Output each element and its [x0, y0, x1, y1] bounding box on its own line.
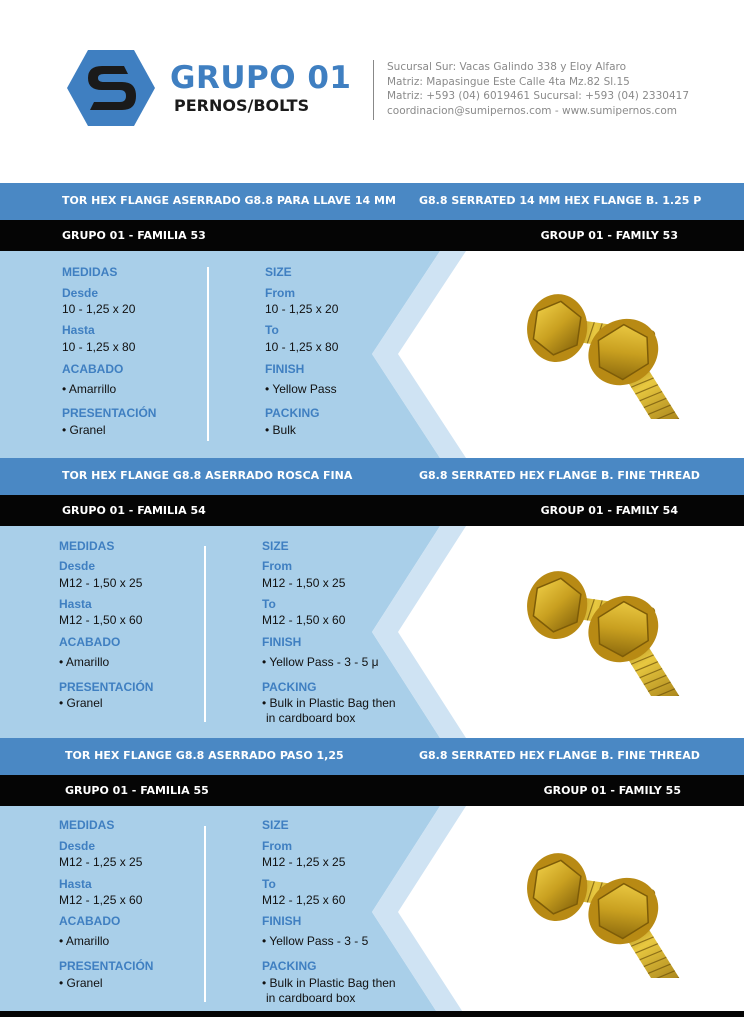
from-label: From	[262, 839, 292, 853]
finish-label: FINISH	[262, 635, 302, 649]
to-value: 10 - 1,25 x 80	[62, 340, 136, 354]
yellow-flange-bolts-image	[515, 568, 695, 696]
finish-value: • Yellow Pass	[265, 382, 337, 396]
to-value: 10 - 1,25 x 80	[265, 340, 339, 354]
finish-label: ACABADO	[59, 635, 121, 649]
from-value: 10 - 1,25 x 20	[265, 302, 339, 316]
group-label-es: GRUPO 01 - FAMILIA 55	[65, 784, 209, 797]
size-label: SIZE	[262, 818, 289, 832]
finish-label: ACABADO	[59, 914, 121, 928]
column-divider	[207, 267, 209, 441]
product-title-es: TOR HEX FLANGE G8.8 ASERRADO PASO 1,25	[65, 749, 344, 762]
yellow-flange-bolts-image	[515, 291, 695, 419]
finish-value: • Yellow Pass - 3 - 5 μ	[262, 655, 379, 669]
spec-panel	[0, 251, 744, 458]
contact-line: Matriz: +593 (04) 6019461 Sucursal: +593 (04) 2330417	[387, 90, 689, 102]
packing-label: PRESENTACIÓN	[59, 680, 154, 694]
packing-value-line2: in cardboard box	[266, 711, 356, 725]
finish-label: ACABADO	[62, 362, 124, 376]
finish-value: • Amarrillo	[62, 382, 117, 396]
contact-info	[387, 60, 689, 118]
column-divider	[204, 826, 206, 1002]
spec-panel	[0, 806, 744, 1017]
to-value: M12 - 1,50 x 60	[262, 613, 346, 627]
product-section	[0, 738, 744, 1024]
group-label-es: GRUPO 01 - FAMILIA 54	[62, 504, 206, 517]
packing-label: PACKING	[262, 959, 317, 973]
to-value: M12 - 1,25 x 60	[262, 893, 346, 907]
finish-value: • Yellow Pass - 3 - 5	[262, 934, 369, 948]
from-label: Desde	[59, 559, 96, 573]
to-label: To	[262, 597, 276, 611]
from-value: M12 - 1,25 x 25	[262, 855, 346, 869]
group-label-en: GROUP 01 - FAMILY 53	[540, 229, 678, 242]
packing-label: PRESENTACIÓN	[62, 406, 157, 420]
packing-value: • Bulk in Plastic Bag then	[262, 696, 396, 710]
packing-value: • Bulk	[265, 423, 296, 437]
brand-subtitle: PERNOS/BOLTS	[174, 96, 310, 115]
spec-panel	[0, 526, 744, 738]
brand-title: GRUPO 01	[170, 60, 352, 96]
to-label: Hasta	[59, 877, 92, 891]
s-hexagon-logo-icon	[66, 48, 156, 128]
contact-line: Sucursal Sur: Vacas Galindo 338 y Eloy Alfaro	[387, 61, 627, 73]
from-label: Desde	[62, 286, 99, 300]
group-band	[0, 495, 744, 526]
from-value: M12 - 1,50 x 25	[262, 576, 346, 590]
packing-value: • Granel	[59, 976, 103, 990]
packing-label: PRESENTACIÓN	[59, 959, 154, 973]
packing-value: • Bulk in Plastic Bag then	[262, 976, 396, 990]
to-label: To	[265, 323, 279, 337]
size-label: SIZE	[265, 265, 292, 279]
finish-label: FINISH	[262, 914, 302, 928]
product-title-en: G8.8 SERRATED HEX FLANGE B. FINE THREAD	[419, 469, 700, 482]
product-title-band	[0, 183, 744, 220]
group-band	[0, 775, 744, 806]
product-title-en: G8.8 SERRATED 14 MM HEX FLANGE B. 1.25 P	[419, 194, 702, 207]
page-header	[0, 0, 744, 183]
size-label: SIZE	[262, 539, 289, 553]
product-title-en: G8.8 SERRATED HEX FLANGE B. FINE THREAD	[419, 749, 700, 762]
from-value: 10 - 1,25 x 20	[62, 302, 136, 316]
packing-label: PACKING	[262, 680, 317, 694]
from-label: From	[265, 286, 295, 300]
to-label: Hasta	[59, 597, 92, 611]
product-title-band	[0, 738, 744, 775]
packing-label: PACKING	[265, 406, 320, 420]
to-label: To	[262, 877, 276, 891]
column-divider	[204, 546, 206, 722]
product-title-es: TOR HEX FLANGE ASERRADO G8.8 PARA LLAVE 14 MM	[62, 194, 396, 207]
from-value: M12 - 1,25 x 25	[59, 855, 143, 869]
to-value: M12 - 1,50 x 60	[59, 613, 143, 627]
packing-value: • Granel	[62, 423, 106, 437]
finish-label: FINISH	[265, 362, 305, 376]
product-title-band	[0, 458, 744, 495]
product-section	[0, 183, 744, 458]
packing-value-line2: in cardboard box	[266, 991, 356, 1005]
group-band	[0, 220, 744, 251]
header-divider	[373, 60, 374, 120]
from-label: From	[262, 559, 292, 573]
from-value: M12 - 1,50 x 25	[59, 576, 143, 590]
product-section	[0, 458, 744, 738]
to-label: Hasta	[62, 323, 95, 337]
finish-value: • Amarillo	[59, 655, 110, 669]
to-value: M12 - 1,25 x 60	[59, 893, 143, 907]
group-label-en: GROUP 01 - FAMILY 55	[543, 784, 681, 797]
group-label-es: GRUPO 01 - FAMILIA 53	[62, 229, 206, 242]
measures-label: MEDIDAS	[59, 539, 115, 553]
yellow-flange-bolts-image	[515, 850, 695, 978]
measures-label: MEDIDAS	[59, 818, 115, 832]
from-label: Desde	[59, 839, 96, 853]
contact-line: Matriz: Mapasingue Este Calle 4ta Mz.82 Sl.15	[387, 75, 630, 88]
group-label-en: GROUP 01 - FAMILY 54	[540, 504, 678, 517]
measures-label: MEDIDAS	[62, 265, 118, 279]
packing-value: • Granel	[59, 696, 103, 710]
product-title-es: TOR HEX FLANGE G8.8 ASERRADO ROSCA FINA	[62, 469, 353, 482]
contact-line[interactable]: coordinacion@sumipernos.com - www.sumipernos.com	[387, 104, 677, 117]
finish-value: • Amarillo	[59, 934, 110, 948]
